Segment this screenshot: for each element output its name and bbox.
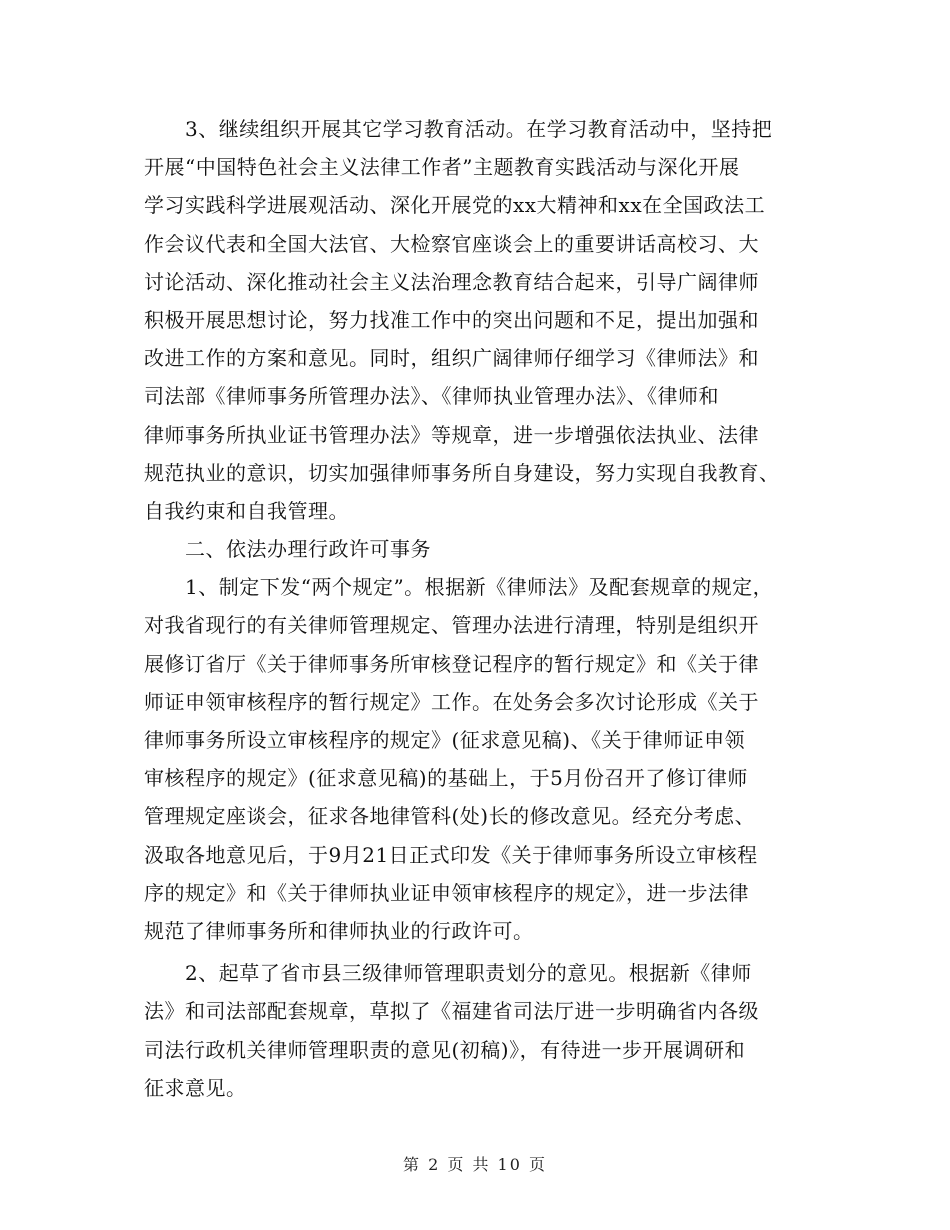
paragraph-line: 对我省现行的有关律师管理规定、管理办法进行清理，特别是组织开 [144, 613, 759, 638]
paragraph-line: 师证申领审核程序的暂行规定》工作。在处务会多次讨论形成《关于 [144, 689, 759, 714]
paragraph-line: 自我约束和自我管理。 [144, 498, 349, 523]
paragraph-line: 规范了律师事务所和律师执业的行政许可。 [144, 918, 534, 943]
page-number-indicator: 第 2 页 共 10 页 [403, 1155, 547, 1174]
paragraph-line: 序的规定》和《关于律师执业证申领审核程序的规定》，进一步法律 [144, 880, 749, 905]
paragraph-line: 汲取各地意见后，于9月21日正式印发《关于律师事务所设立审核程 [144, 842, 758, 867]
paragraph-line: 司法行政机关律师管理职责的意见(初稿)》，有待进一步开展调研和 [144, 1037, 746, 1062]
paragraph-line: 管理规定座谈会，征求各地律管科(处)长的修改意见。经充分考虑、 [144, 804, 756, 829]
paragraph-line: 征求意见。 [144, 1075, 247, 1100]
paragraph-line: 3、继续组织开展其它学习教育活动。在学习教育活动中，坚持把 [144, 117, 773, 141]
paragraph-line: 规范执业的意识，切实加强律师事务所自身建设，努力实现自我教育、 [144, 460, 780, 485]
paragraph-line: 律师事务所设立审核程序的规定》(征求意见稿)、《关于律师证申领 [144, 728, 746, 752]
paragraph-line: 律师事务所执业证书管理办法》等规章，进一步增强依法执业、法律 [144, 422, 759, 447]
paragraph-line: 2、起草了省市县三级律师管理职责划分的意见。根据新《律师 [144, 961, 752, 986]
paragraph-line: 1、制定下发“两个规定”。根据新《律师法》及配套规章的规定， [144, 575, 774, 600]
paragraph-line: 开展“中国特色社会主义法律工作者”主题教育实践活动与深化开展 [144, 155, 740, 180]
paragraph-line: 展修订省厅《关于律师事务所审核登记程序的暂行规定》和《关于律 [144, 651, 759, 676]
paragraph-line: 学习实践科学进展观活动、深化开展党的xx大精神和xx在全国政法工 [144, 193, 766, 218]
paragraph-line: 积极开展思想讨论，努力找准工作中的突出问题和不足，提出加强和 [144, 307, 759, 332]
paragraph-line: 作会议代表和全国大法官、大检察官座谈会上的重要讲话高校习、大 [144, 231, 759, 256]
paragraph-line: 改进工作的方案和意见。同时，组织广阔律师仔细学习《律师法》和 [144, 346, 759, 371]
section-heading: 二、依法办理行政许可事务 [144, 537, 431, 562]
page-footer [0, 1152, 950, 1175]
paragraph-line: 司法部《律师事务所管理办法》、《律师执业管理办法》、《律师和 [144, 384, 719, 409]
paragraph-line: 法》和司法部配套规章，草拟了《福建省司法厅进一步明确省内各级 [144, 999, 759, 1024]
paragraph-line: 讨论活动、深化推动社会主义法治理念教育结合起来，引导广阔律师 [144, 269, 759, 294]
paragraph-line: 审核程序的规定》(征求意见稿)的基础上，于5月份召开了修订律师 [144, 766, 748, 791]
document-body [144, 110, 824, 1107]
